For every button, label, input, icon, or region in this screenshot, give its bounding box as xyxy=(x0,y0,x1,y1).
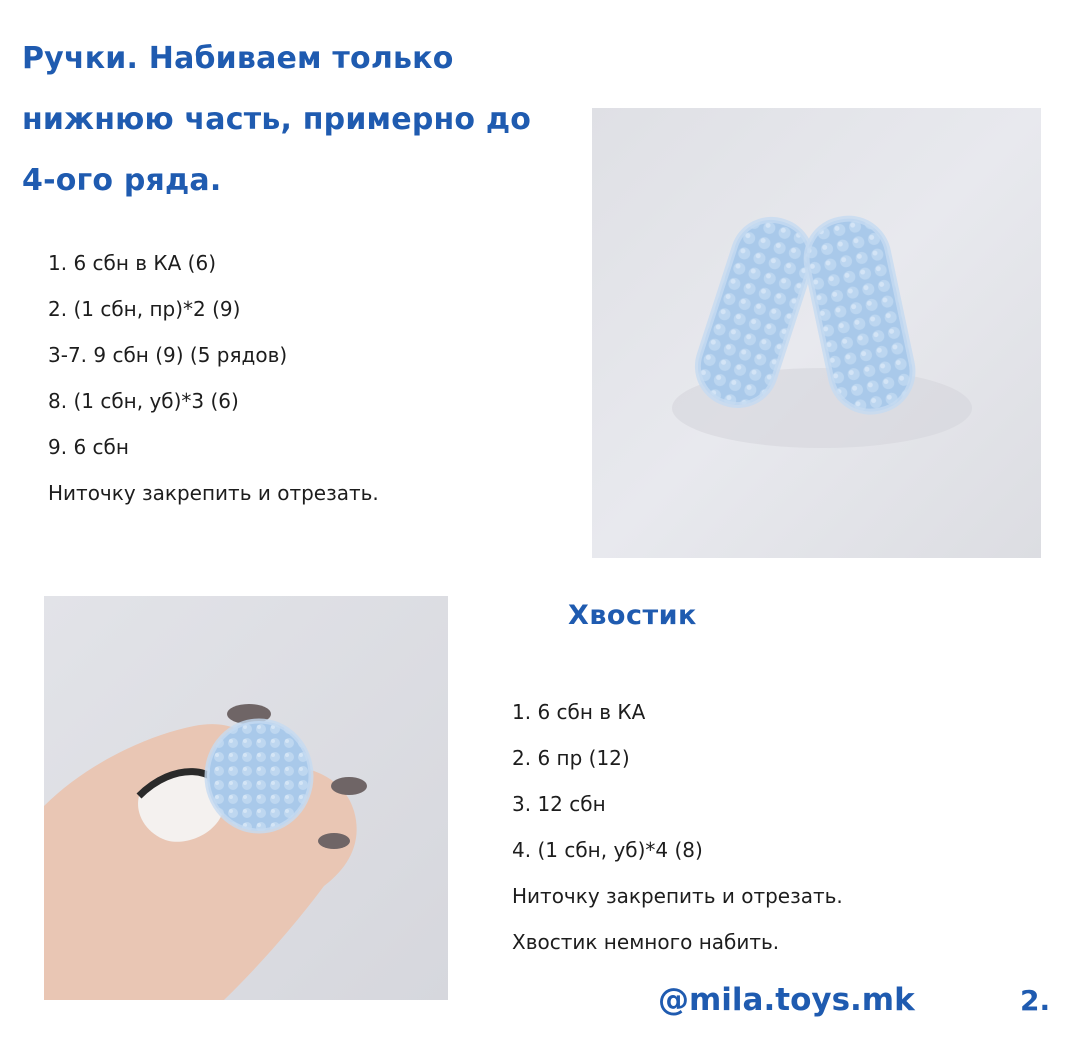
tail-title: Хвостик xyxy=(568,600,697,631)
arms-step: 3-7. 9 сбн (9) (5 рядов) xyxy=(48,343,288,367)
arms-step: 8. (1 сбн, уб)*3 (6) xyxy=(48,389,239,413)
tail-steps-list xyxy=(512,695,843,971)
tail-step: Ниточку закрепить и отрезать. xyxy=(512,884,843,908)
arms-step: Ниточку закрепить и отрезать. xyxy=(48,481,379,505)
tail-photo xyxy=(44,596,448,1000)
arms-steps-list xyxy=(48,246,379,522)
arms-photo xyxy=(592,108,1041,558)
page-number: 2. xyxy=(1020,984,1051,1017)
arms-heading xyxy=(22,28,582,211)
tail-step: 3. 12 сбн xyxy=(512,792,606,816)
author-handle: @mila.toys.mk xyxy=(658,982,915,1018)
arms-step: 1. 6 сбн в КА (6) xyxy=(48,251,216,275)
tail-step: 1. 6 сбн в КА xyxy=(512,700,646,724)
arms-heading-line: 4-ого ряда. xyxy=(22,163,222,198)
arms-step: 9. 6 сбн xyxy=(48,435,129,459)
arms-step: 2. (1 сбн, пр)*2 (9) xyxy=(48,297,241,321)
tail-step: Хвостик немного набить. xyxy=(512,930,780,954)
arms-heading-line: нижнюю часть, примерно до xyxy=(22,102,532,137)
tail-step: 4. (1 сбн, уб)*4 (8) xyxy=(512,838,703,862)
tail-step: 2. 6 пр (12) xyxy=(512,746,630,770)
arms-heading-line: Ручки. Набиваем только xyxy=(22,41,454,76)
